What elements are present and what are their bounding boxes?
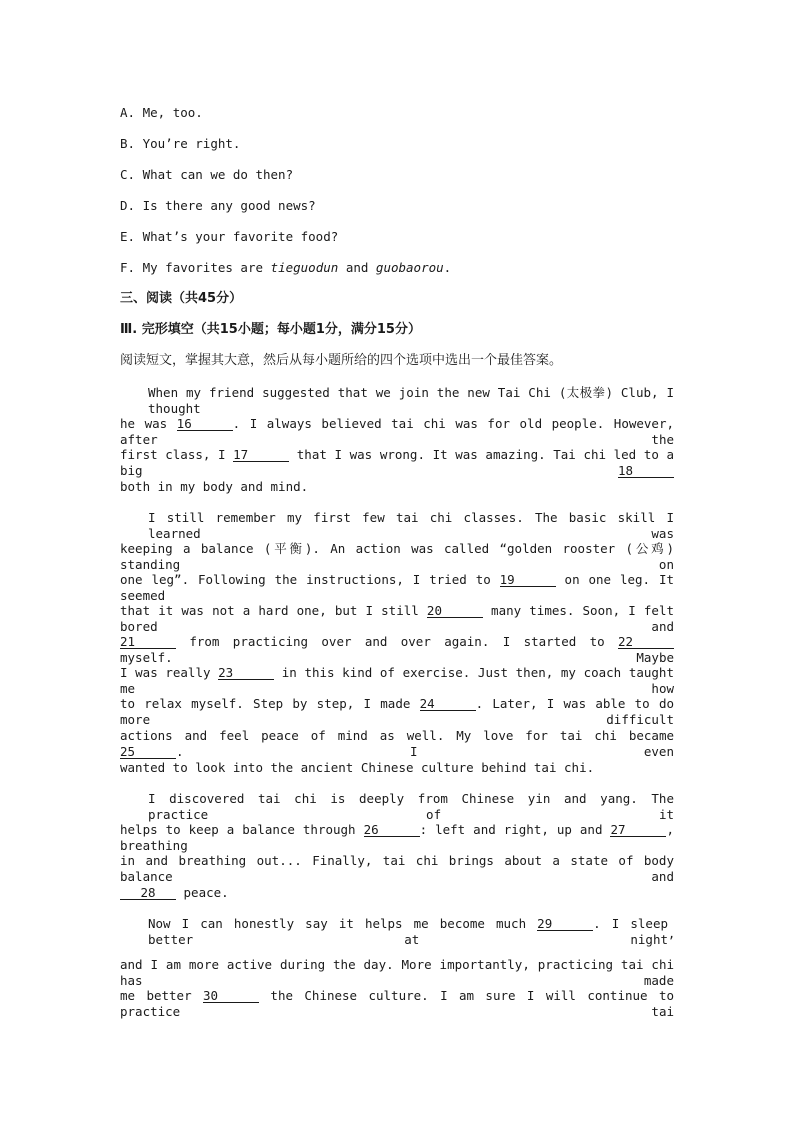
option-b: B. You’re right. [120, 136, 241, 151]
passage-line-9: 21 from practicing over and over again. I started to 22 myself. Maybe [120, 634, 674, 665]
passage-line-1: When my friend suggested that we join the new Tai Chi (太极拳) Club, I thought [148, 385, 674, 416]
passage-line-3: first class, I 17 that I was wrong. It was amazing. Tai chi led to a big 18 [120, 447, 675, 478]
passage-line-4: both in my body and mind. [120, 479, 309, 494]
passage-line-12: actions and feel peace of mind as well. My love for tai chi became 25 . I even [120, 728, 674, 759]
passage-line-19: and I am more active during the day. More importantly, practicing tai chi has made [120, 957, 674, 988]
section-title: 三、阅读（共45分） [120, 291, 243, 306]
option-a: A. Me, too. [120, 105, 203, 120]
option-d: D. Is there any good news? [120, 198, 316, 213]
passage-line-15: helps to keep a balance through 26 : left and right, up and 27 , breathing [120, 822, 674, 853]
blank-22: 22 [618, 635, 674, 649]
passage-line-2: he was 16 . I always believed tai chi was for old people. However, after the [120, 416, 675, 447]
blank-23: 23 [218, 666, 274, 680]
passage-line-16: in and breathing out... Finally, tai chi brings about a state of body balance and [120, 853, 674, 884]
instruction: 阅读短文，掌握其大意，然后从每小题所给的四个选项中选出一个最佳答案。 [120, 353, 563, 368]
passage-line-17: 28 peace. [120, 885, 229, 901]
stray-comma: , [668, 927, 676, 941]
blank-16: 16 [177, 417, 233, 431]
passage-line-5: I still remember my first few tai chi classes. The basic skill I learned was [148, 510, 674, 541]
blank-25: 25 [120, 745, 176, 759]
passage-line-8: that it was not a hard one, but I still 20 many times. Soon, I felt bored and [120, 603, 675, 634]
part-title: Ⅲ. 完形填空（共15小题；每小题1分，满分15分） [120, 322, 421, 337]
blank-26: 26 [364, 823, 420, 837]
option-e: E. What’s your favorite food? [120, 229, 339, 244]
passage-line-13: wanted to look into the ancient Chinese culture behind tai chi. [120, 760, 595, 775]
blank-19: 19 [500, 573, 556, 587]
blank-18: 18 [618, 464, 674, 478]
passage-line-10: I was really 23 in this kind of exercise. Just then, my coach taught me how [120, 665, 674, 696]
blank-24: 24 [420, 697, 476, 711]
blank-17: 17 [233, 448, 289, 462]
blank-30: 30 [203, 989, 259, 1003]
passage-line-11: to relax myself. Step by step, I made 24 . Later, I was able to do more difficult [120, 696, 674, 727]
passage-line-18: Now I can honestly say it helps me become much 29 . I sleep better at night [148, 916, 668, 947]
option-c: C. What can we do then? [120, 167, 294, 182]
blank-28: 28 [120, 886, 176, 900]
passage-line-7: one leg”. Following the instructions, I tried to 19 on one leg. It seemed [120, 572, 674, 603]
blank-21: 21 [120, 635, 176, 649]
passage-line-6: keeping a balance (平衡). An action was called “golden rooster (公鸡) standing on [120, 541, 674, 572]
blank-20: 20 [427, 604, 483, 618]
option-f: F. My favorites are tieguodun and guobaorou. [120, 260, 452, 275]
blank-27: 27 [610, 823, 666, 837]
passage-line-14: I discovered tai chi is deeply from Chinese yin and yang. The practice of it [148, 791, 674, 822]
blank-29: 29 [537, 917, 593, 931]
passage-line-20: me better 30 the Chinese culture. I am sure I will continue to practice tai [120, 988, 675, 1019]
